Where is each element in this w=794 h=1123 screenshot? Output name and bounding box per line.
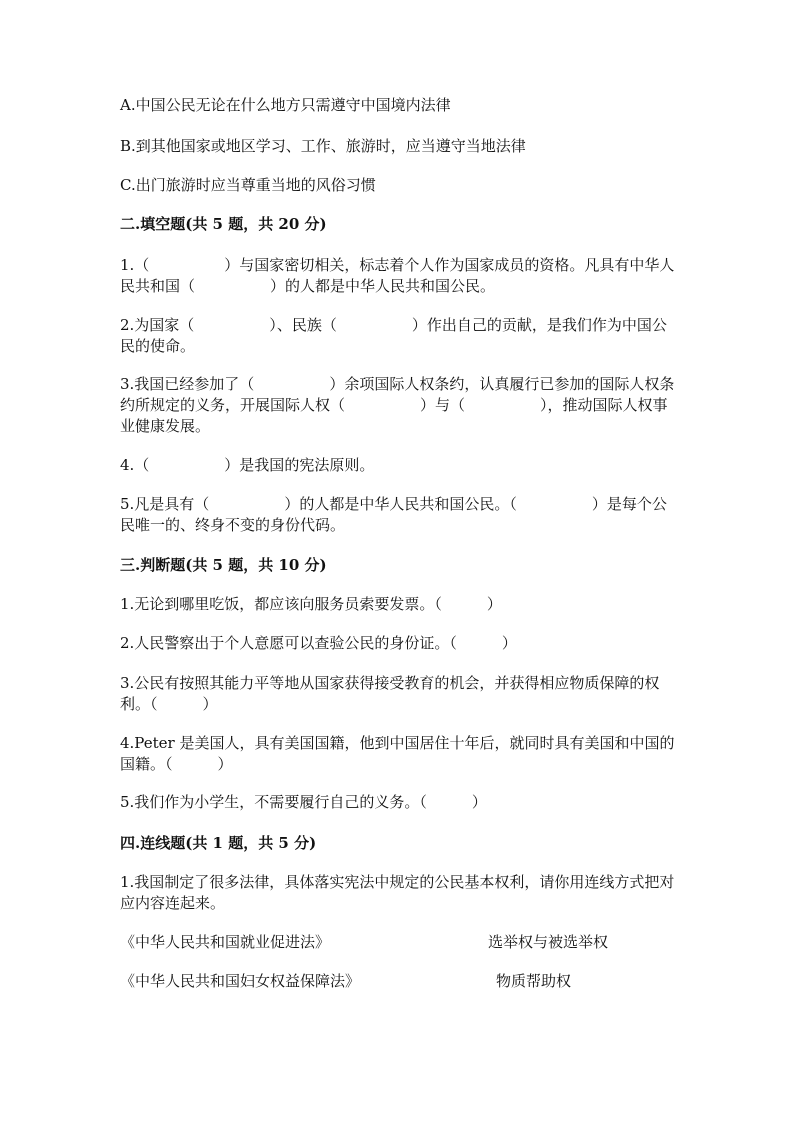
section-heading-matching: 四.连线题(共 1 题，共 5 分): [120, 834, 317, 852]
matching-right-item: 选举权与被选举权: [488, 933, 609, 951]
true-false-question-2: 2.人民警察出于个人意愿可以查验公民的身份证。（ ）: [120, 634, 517, 652]
fill-blank-question-4: 4.（ ）是我国的宪法原则。: [120, 456, 375, 474]
true-false-question-3: 3.公民有按照其能力平等地从国家获得接受教育的机会，并获得相应物质保障的权利。（ ）: [120, 674, 660, 713]
matching-left-item: 《中华人民共和国就业促进法》: [120, 933, 331, 951]
option-a: A.中国公民无论在什么地方只需遵守中国境内法律: [120, 96, 451, 114]
fill-blank-question-3: 3.我国已经参加了（ ）余项国际人权条约，认真履行已参加的国际人权条约所规定的义务，开展国际人权（ ）与（ ），推动国际人权事业健康发展。: [120, 375, 675, 435]
section-heading-true-false: 三.判断题(共 5 题，共 10 分): [120, 556, 327, 574]
fill-blank-question-2: 2.为国家（ ）、民族（ ）作出自己的贡献，是我们作为中国公民的使命。: [120, 316, 667, 355]
true-false-question-4: 4.Peter 是美国人，具有美国国籍，他到中国居住十年后，就同时具有美国和中国的国籍。（ ）: [120, 734, 675, 773]
option-c: C.出门旅游时应当尊重当地的风俗习惯: [120, 176, 376, 194]
matching-question: 1.我国制定了很多法律，具体落实宪法中规定的公民基本权利，请你用连线方式把对应内容连起来。: [120, 873, 675, 912]
fill-blank-question-1: 1.（ ）与国家密切相关，标志着个人作为国家成员的资格。凡具有中华人民共和国（ ）的人都是中华人民共和国公民。: [120, 256, 675, 295]
fill-blank-question-5: 5.凡是具有（ ）的人都是中华人民共和国公民。（ ）是每个公民唯一的、终身不变的身份代码。: [120, 495, 667, 534]
option-b: B.到其他国家或地区学习、工作、旅游时，应当遵守当地法律: [120, 137, 526, 155]
matching-left-item: 《中华人民共和国妇女权益保障法》: [120, 972, 361, 990]
true-false-question-1: 1.无论到哪里吃饭，都应该向服务员索要发票。（ ）: [120, 595, 502, 613]
true-false-question-5: 5.我们作为小学生，不需要履行自己的义务。（ ）: [120, 793, 487, 811]
section-heading-fill-blank: 二.填空题(共 5 题，共 20 分): [120, 215, 327, 233]
matching-right-item: 物质帮助权: [496, 972, 572, 990]
